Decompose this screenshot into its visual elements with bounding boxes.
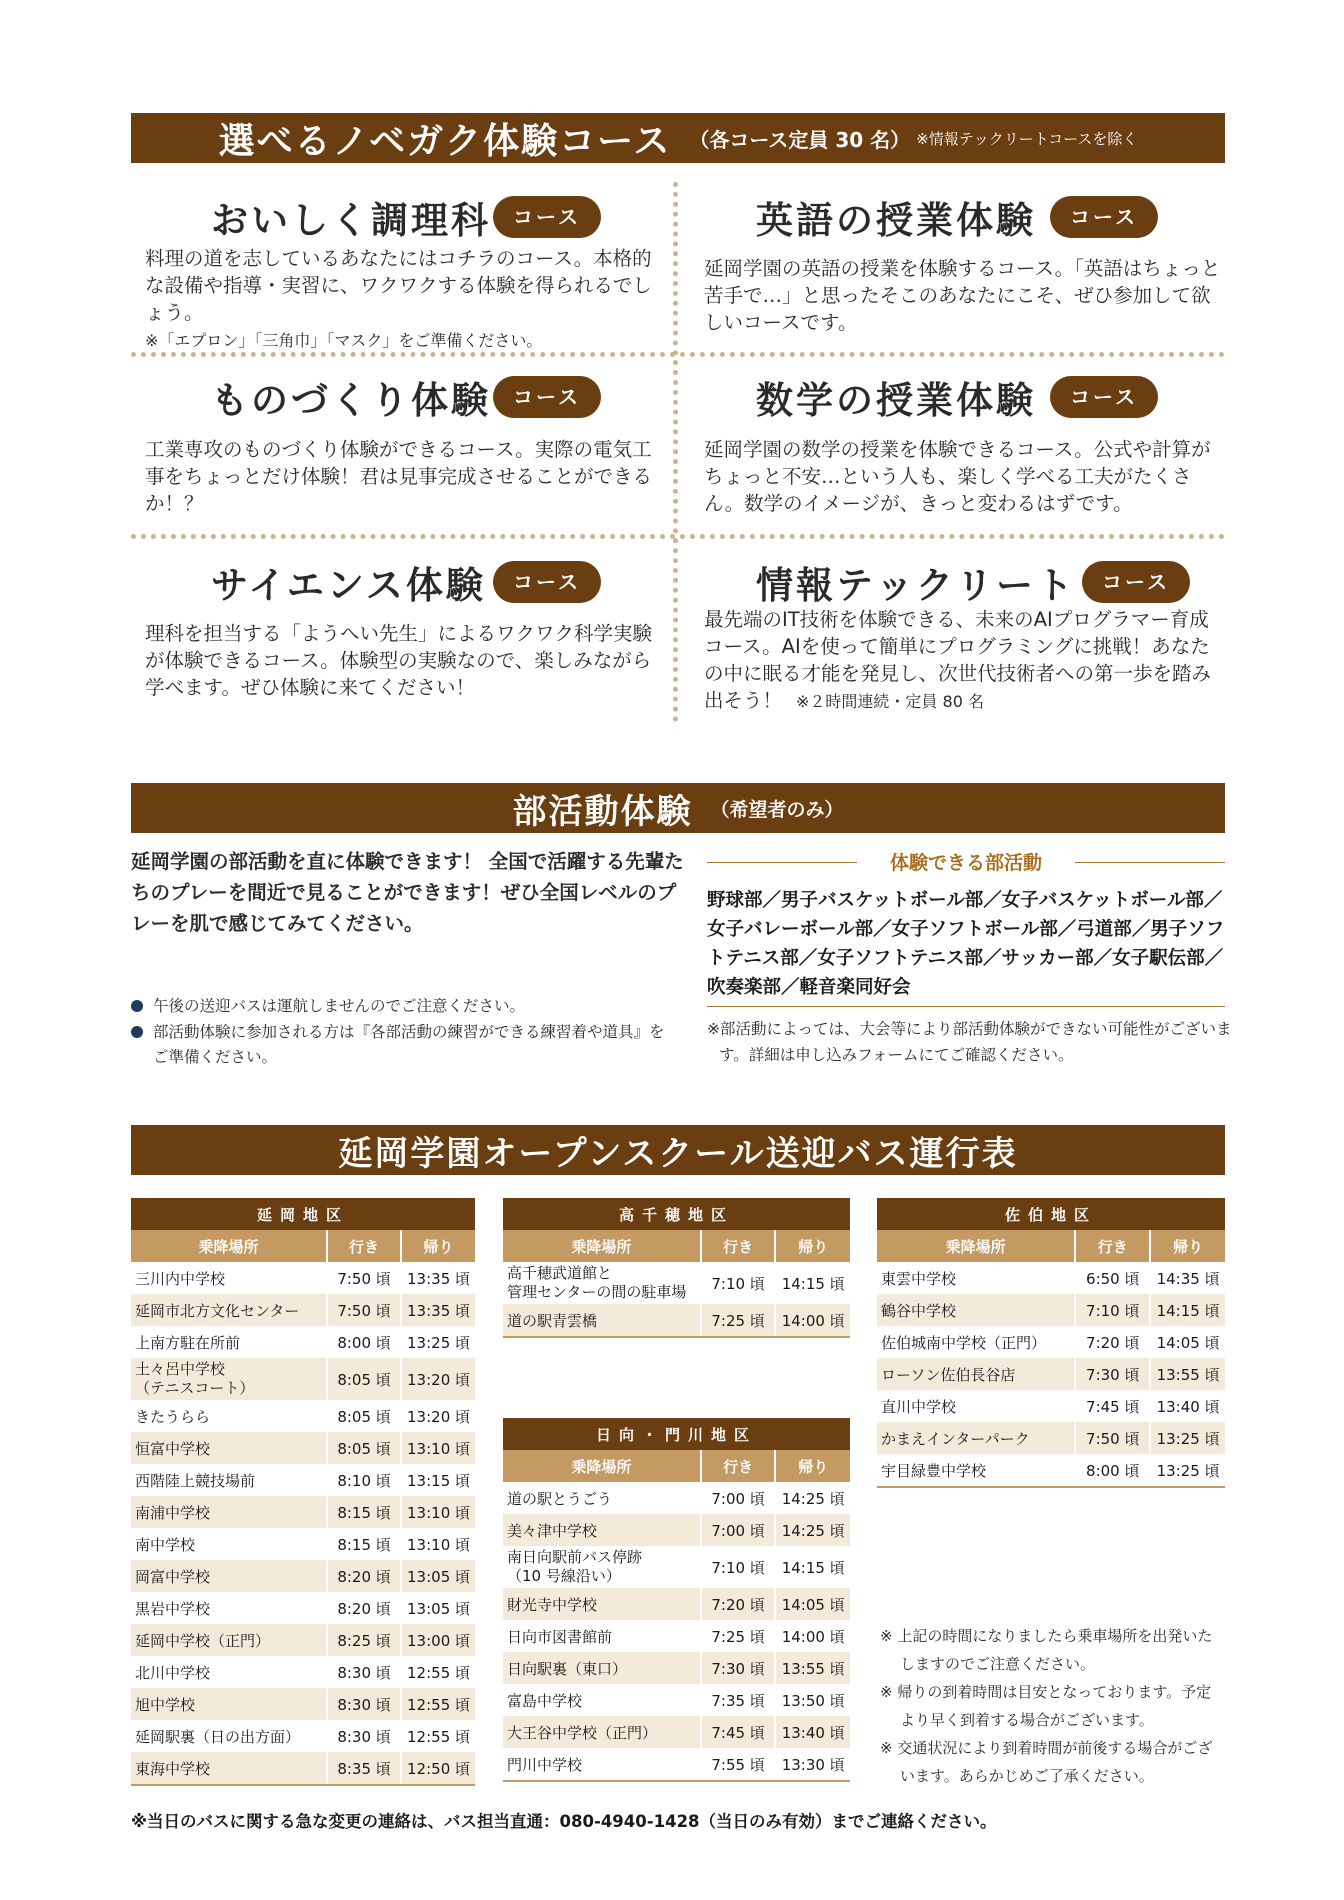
stop-name: 東海中学校	[131, 1752, 327, 1785]
table-row	[131, 1400, 475, 1432]
course-science	[131, 555, 661, 715]
return-time: 14:05 頃	[1150, 1326, 1225, 1358]
bus-header-band	[131, 1125, 1225, 1175]
stop-name: 道の駅とうごう	[503, 1482, 701, 1514]
table-row	[877, 1358, 1225, 1390]
table-row	[131, 1496, 475, 1528]
course-english	[690, 190, 1220, 350]
return-time: 14:00 頃	[775, 1620, 850, 1652]
course-title: 情報テックリート	[756, 564, 1076, 607]
depart-time: 8:05 頃	[327, 1358, 401, 1400]
bus-area-name: 日向・門川地区	[503, 1418, 850, 1450]
table-row	[131, 1464, 475, 1496]
club-bullet: 午後の送迎バスは運航しませんのでご注意ください。	[131, 994, 673, 1019]
depart-time: 7:10 頃	[701, 1546, 776, 1588]
return-time: 13:05 頃	[401, 1560, 475, 1592]
table-row	[131, 1624, 475, 1656]
course-title: サイエンス体験	[211, 564, 486, 607]
depart-time: 7:20 頃	[701, 1588, 776, 1620]
table-row	[877, 1390, 1225, 1422]
return-time: 12:55 頃	[401, 1656, 475, 1688]
return-time: 13:15 頃	[401, 1464, 475, 1496]
depart-time: 8:20 頃	[327, 1560, 401, 1592]
depart-time: 8:10 頃	[327, 1464, 401, 1496]
return-time: 13:05 頃	[401, 1592, 475, 1624]
footer-note: ※当日のバスに関する急な変更の連絡は、バス担当直通：080-4940-1428（当日のみ有効）までご連絡ください。	[131, 1812, 997, 1831]
course-pill: コース	[1082, 561, 1190, 603]
club-bullet: 部活動体験に参加される方は『各部活動の練習ができる練習着や道具』をご準備ください。	[131, 1020, 673, 1070]
return-time: 13:55 頃	[1150, 1358, 1225, 1390]
table-row	[503, 1716, 850, 1748]
table-row	[503, 1748, 850, 1781]
stop-name: 上南方駐在所前	[131, 1326, 327, 1358]
return-time: 14:35 頃	[1150, 1262, 1225, 1294]
table-row	[131, 1262, 475, 1294]
table-row	[503, 1482, 850, 1514]
table-row	[503, 1684, 850, 1716]
course-description: 理科を担当する「ようへい先生」によるワクワク科学実験が体験できるコース。体験型の実験なので、楽しみながら学べます。ぜひ体験に来てください！	[145, 622, 653, 699]
course-monozukuri	[131, 370, 661, 530]
col-place-header: 乗降場所	[131, 1230, 327, 1262]
stop-name: 美々津中学校	[503, 1514, 701, 1546]
stop-name: 南日向駅前バス停跡 （10 号線沿い）	[503, 1546, 701, 1588]
depart-time: 8:05 頃	[327, 1432, 401, 1464]
col-go-header: 行き	[1075, 1230, 1150, 1262]
depart-time: 7:25 頃	[701, 1304, 776, 1337]
courses-header-band	[131, 113, 1225, 163]
course-description: 料理の道を志しているあなたにはコチラのコース。本格的な設備や指導・実習に、ワクワクする体験を得られるでしょう。 ※「エプロン」「三角巾」「マスク」をご準備ください。	[145, 247, 652, 350]
return-time: 14:15 頃	[775, 1546, 850, 1588]
return-time: 13:25 頃	[1150, 1454, 1225, 1487]
stop-name: 土々呂中学校 （テニスコート）	[131, 1358, 327, 1400]
course-description: 最先端のIT技術を体験できる、未来のAIプログラマー育成コース。AIを使って簡単にプログラミングに挑戦！あなたの中に眠る才能を発見し、次世代技術者への第一歩を踏み出そう！ ※２時間連続・定員 80 名	[704, 608, 1212, 712]
club-subtitle: （希望者のみ）	[710, 798, 844, 821]
depart-time: 7:25 頃	[701, 1620, 776, 1652]
depart-time: 8:30 頃	[327, 1688, 401, 1720]
stop-name: 岡富中学校	[131, 1560, 327, 1592]
return-time: 14:25 頃	[775, 1482, 850, 1514]
depart-time: 7:35 頃	[701, 1684, 776, 1716]
table-row	[877, 1422, 1225, 1454]
stop-name: 佐伯城南中学校（正門）	[877, 1326, 1075, 1358]
depart-time: 8:20 頃	[327, 1592, 401, 1624]
return-time: 12:55 頃	[401, 1688, 475, 1720]
courses-capacity: （各コース定員 30 名）	[689, 127, 911, 152]
stop-name: 南浦中学校	[131, 1496, 327, 1528]
course-title: おいしく調理科	[211, 199, 491, 242]
return-time: 13:40 頃	[1150, 1390, 1225, 1422]
col-go-header: 行き	[701, 1450, 776, 1482]
return-time: 13:55 頃	[775, 1652, 850, 1684]
course-divider-vertical	[673, 182, 678, 722]
depart-time: 7:45 頃	[1075, 1390, 1150, 1422]
table-row	[131, 1528, 475, 1560]
stop-name: 北川中学校	[131, 1656, 327, 1688]
stop-name: 高千穂武道館と 管理センターの間の駐車場	[503, 1262, 701, 1304]
depart-time: 7:00 頃	[701, 1514, 776, 1546]
col-back-header: 帰り	[775, 1450, 850, 1482]
course-note: ※２時間連続・定員 80 名	[796, 692, 984, 711]
table-row	[503, 1262, 850, 1304]
stop-name: 富島中学校	[503, 1684, 701, 1716]
club-intro: 延岡学園の部活動を直に体験できます！ 全国で活躍する先輩たちのプレーを間近で見ることができます！ぜひ全国レベルのプレーを肌で感じてみてください。	[131, 850, 684, 935]
stop-name: 恒富中学校	[131, 1432, 327, 1464]
bus-table-takachiho	[503, 1198, 850, 1338]
bus-note: ※ 上記の時間になりましたら乗車場所を出発いたしますのでご注意ください。	[880, 1627, 1213, 1673]
depart-time: 7:10 頃	[701, 1262, 776, 1304]
return-time: 13:00 頃	[401, 1624, 475, 1656]
table-row	[877, 1454, 1225, 1487]
course-math	[690, 370, 1220, 530]
bus-note: ※ 帰りの到着時間は目安となっております。予定より早く到着する場合がございます。	[880, 1683, 1212, 1729]
return-time: 13:35 頃	[401, 1262, 475, 1294]
depart-time: 8:00 頃	[327, 1326, 401, 1358]
depart-time: 8:05 頃	[327, 1400, 401, 1432]
depart-time: 7:30 頃	[1075, 1358, 1150, 1390]
return-time: 13:20 頃	[401, 1358, 475, 1400]
stop-name: 黒岩中学校	[131, 1592, 327, 1624]
bullet-dot	[131, 1026, 143, 1038]
col-back-header: 帰り	[401, 1230, 475, 1262]
stop-name: 日向市図書館前	[503, 1620, 701, 1652]
bus-table-nobeoka	[131, 1198, 475, 1786]
return-time: 12:55 頃	[401, 1720, 475, 1752]
stop-name: 西階陸上競技場前	[131, 1464, 327, 1496]
return-time: 13:20 頃	[401, 1400, 475, 1432]
return-time: 13:30 頃	[775, 1748, 850, 1781]
return-time: 13:25 頃	[1150, 1422, 1225, 1454]
depart-time: 7:00 頃	[701, 1482, 776, 1514]
depart-time: 7:50 頃	[1075, 1422, 1150, 1454]
course-description: 工業専攻のものづくり体験ができるコース。実際の電気工事をちょっとだけ体験！君は見事完成させることができるか！？	[145, 438, 653, 515]
table-row	[131, 1294, 475, 1326]
col-back-header: 帰り	[1150, 1230, 1225, 1262]
table-row	[131, 1358, 475, 1400]
stop-name: 大王谷中学校（正門）	[503, 1716, 701, 1748]
stop-name: 門川中学校	[503, 1748, 701, 1781]
stop-name: 宇目緑豊中学校	[877, 1454, 1075, 1487]
return-time: 14:15 頃	[775, 1262, 850, 1304]
depart-time: 8:30 頃	[327, 1720, 401, 1752]
return-time: 14:25 頃	[775, 1514, 850, 1546]
bullet-dot	[131, 1000, 143, 1012]
club-list-rule	[707, 1006, 1225, 1007]
table-row	[131, 1752, 475, 1785]
table-row	[503, 1304, 850, 1337]
table-row	[503, 1514, 850, 1546]
table-row	[131, 1720, 475, 1752]
bus-area-name: 延岡地区	[131, 1198, 475, 1230]
stop-name: 直川中学校	[877, 1390, 1075, 1422]
table-row	[877, 1262, 1225, 1294]
table-row	[131, 1592, 475, 1624]
course-pill: コース	[493, 376, 601, 418]
club-list: 野球部／男子バスケットボール部／女子バスケットボール部／女子バレーボール部／女子ソフトボール部／弓道部／男子ソフトテニス部／女子ソフトテニス部／サッカー部／女子駅伝部／吹奏楽部／軽音楽同好会	[707, 890, 1225, 998]
col-place-header: 乗降場所	[877, 1230, 1075, 1262]
return-time: 14:00 頃	[775, 1304, 850, 1337]
bus-table-hyuga-kadogawa	[503, 1418, 850, 1782]
return-time: 14:05 頃	[775, 1588, 850, 1620]
club-note: ※部活動によっては、大会等により部活動体験ができない可能性がございます。詳細は申し込みフォームにてご確認ください。	[707, 1020, 1232, 1064]
return-time: 13:10 頃	[401, 1528, 475, 1560]
table-row	[503, 1652, 850, 1684]
depart-time: 7:55 頃	[701, 1748, 776, 1781]
course-pill: コース	[1050, 376, 1158, 418]
course-info-tech	[690, 555, 1220, 725]
stop-name: 延岡中学校（正門）	[131, 1624, 327, 1656]
col-place-header: 乗降場所	[503, 1450, 701, 1482]
bus-area-name: 高千穂地区	[503, 1198, 850, 1230]
course-cooking	[131, 190, 661, 350]
depart-time: 8:30 頃	[327, 1656, 401, 1688]
course-note: ※「エプロン」「三角巾」「マスク」をご準備ください。	[145, 331, 543, 350]
depart-time: 7:45 頃	[701, 1716, 776, 1748]
stop-name: 旭中学校	[131, 1688, 327, 1720]
return-time: 13:50 頃	[775, 1684, 850, 1716]
depart-time: 8:35 頃	[327, 1752, 401, 1785]
course-pill: コース	[493, 196, 601, 238]
course-divider-row-2	[131, 534, 1225, 539]
bus-table-saiki	[877, 1198, 1225, 1488]
return-time: 13:25 頃	[401, 1326, 475, 1358]
table-row	[503, 1588, 850, 1620]
stop-name: 道の駅青雲橋	[503, 1304, 701, 1337]
club-list-heading: 体験できる部活動	[707, 848, 1225, 876]
table-row	[877, 1294, 1225, 1326]
course-title: 英語の授業体験	[756, 199, 1036, 242]
table-row	[131, 1560, 475, 1592]
depart-time: 8:25 頃	[327, 1624, 401, 1656]
table-row	[131, 1656, 475, 1688]
return-time: 13:40 頃	[775, 1716, 850, 1748]
course-pill: コース	[493, 561, 601, 603]
course-description: 延岡学園の数学の授業を体験できるコース。公式や計算がちょっと不安…という人も、楽しく学べる工夫がたくさん。数学のイメージが、きっと変わるはずです。	[704, 438, 1211, 515]
course-title: 数学の授業体験	[756, 379, 1036, 422]
bus-area-name: 佐伯地区	[877, 1198, 1225, 1230]
col-back-header: 帰り	[775, 1230, 850, 1262]
stop-name: 三川内中学校	[131, 1262, 327, 1294]
stop-name: 延岡駅裏（日の出方面）	[131, 1720, 327, 1752]
depart-time: 8:15 頃	[327, 1528, 401, 1560]
course-pill: コース	[1050, 196, 1158, 238]
depart-time: 7:50 頃	[327, 1262, 401, 1294]
stop-name: 鶴谷中学校	[877, 1294, 1075, 1326]
stop-name: 財光寺中学校	[503, 1588, 701, 1620]
col-go-header: 行き	[327, 1230, 401, 1262]
stop-name: ローソン佐伯長谷店	[877, 1358, 1075, 1390]
club-header-band	[131, 783, 1225, 833]
stop-name: 東雲中学校	[877, 1262, 1075, 1294]
depart-time: 7:30 頃	[701, 1652, 776, 1684]
depart-time: 8:00 頃	[1075, 1454, 1150, 1487]
return-time: 14:15 頃	[1150, 1294, 1225, 1326]
table-row	[131, 1432, 475, 1464]
club-title: 部活動体験	[512, 791, 693, 832]
return-time: 13:35 頃	[401, 1294, 475, 1326]
table-row	[131, 1688, 475, 1720]
col-place-header: 乗降場所	[503, 1230, 701, 1262]
courses-title: 選べるノベガク体験コース	[218, 120, 672, 162]
stop-name: かまえインターパーク	[877, 1422, 1075, 1454]
course-title: ものづくり体験	[211, 379, 491, 422]
return-time: 12:50 頃	[401, 1752, 475, 1785]
return-time: 13:10 頃	[401, 1496, 475, 1528]
depart-time: 6:50 頃	[1075, 1262, 1150, 1294]
table-row	[877, 1326, 1225, 1358]
courses-capacity-note: ※情報テックリートコースを除く	[916, 129, 1138, 148]
stop-name: 延岡市北方文化センター	[131, 1294, 327, 1326]
depart-time: 7:10 頃	[1075, 1294, 1150, 1326]
depart-time: 7:20 頃	[1075, 1326, 1150, 1358]
course-description: 延岡学園の英語の授業を体験するコース。「英語はちょっと苦手で…」と思ったそこのあなたにこそ、ぜひ参加して欲しいコースです。	[704, 257, 1221, 334]
stop-name: 日向駅裏（東口）	[503, 1652, 701, 1684]
stop-name: 南中学校	[131, 1528, 327, 1560]
depart-time: 8:15 頃	[327, 1496, 401, 1528]
stop-name: きたうらら	[131, 1400, 327, 1432]
bus-title: 延岡学園オープンスクール送迎バス運行表	[338, 1133, 1018, 1174]
return-time: 13:10 頃	[401, 1432, 475, 1464]
depart-time: 7:50 頃	[327, 1294, 401, 1326]
bus-note: ※ 交通状況により到着時間が前後する場合がございます。あらかじめご了承ください。	[880, 1739, 1213, 1785]
table-row	[503, 1620, 850, 1652]
bus-notes	[880, 1622, 1225, 1790]
table-row	[503, 1546, 850, 1588]
table-row	[131, 1326, 475, 1358]
col-go-header: 行き	[701, 1230, 776, 1262]
